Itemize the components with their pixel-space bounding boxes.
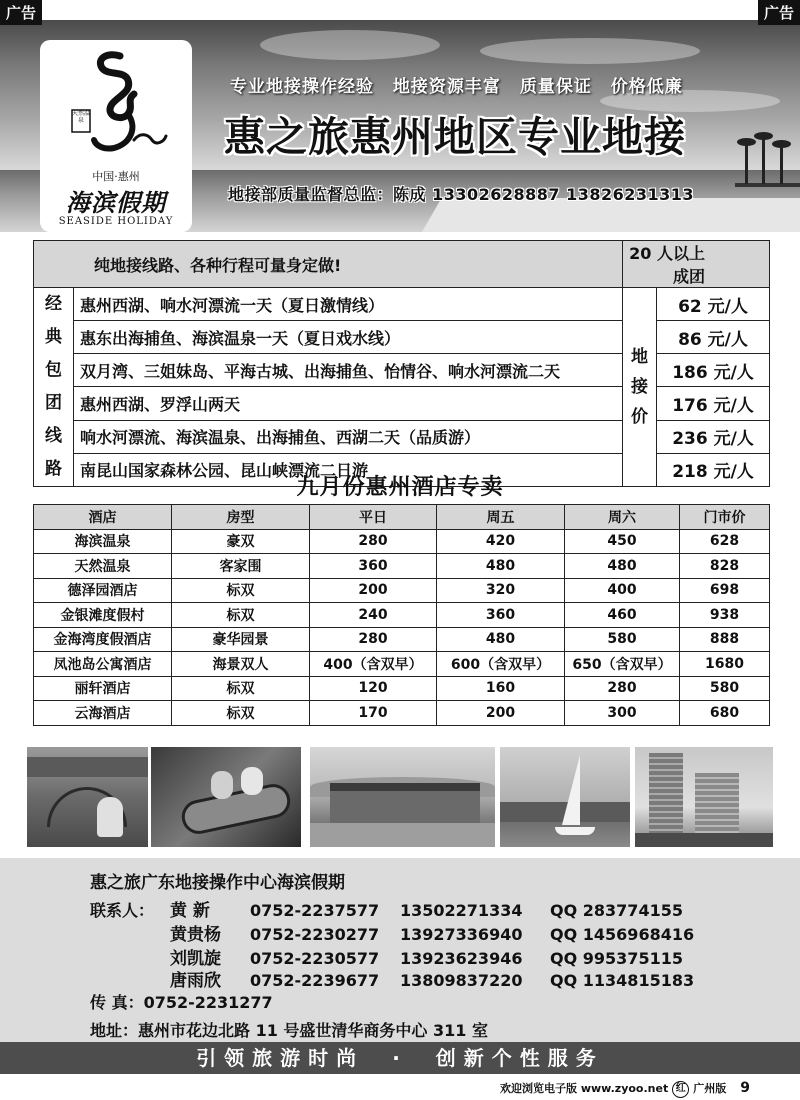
table-cell: 凤池岛公寓酒店	[34, 652, 172, 677]
ad-tag-right: 广告	[758, 0, 800, 25]
contact-section	[0, 858, 800, 1042]
bottom-slogan-right: 创新个性服务	[435, 1046, 604, 1070]
banner-slogan: 专业地接操作经验 地接资源丰富 质量保证 价格低廉	[230, 77, 683, 97]
table-cell: 240	[310, 603, 437, 628]
fax-number: 0752-2231277	[143, 993, 273, 1012]
company-name: 惠之旅广东地接操作中心海滨假期	[90, 873, 345, 893]
palm-tree-icon	[745, 144, 748, 184]
contact-row	[90, 896, 683, 921]
table-row	[34, 420, 770, 453]
table-row	[34, 529, 770, 554]
table-cell: 938	[680, 603, 770, 628]
address-text: 惠州市花边北路 11 号盛世清华商务中心 311 室	[138, 1021, 488, 1040]
table-cell: 200	[310, 578, 437, 603]
table-cell: 828	[680, 554, 770, 579]
table-cell: 280	[565, 676, 680, 701]
table-cell: 标双	[172, 701, 310, 726]
contact-qq: QQ 1134815183	[550, 971, 695, 990]
logo-name: 海滨假期	[66, 188, 166, 217]
hotel-section-title: 九月份惠州酒店专卖	[296, 475, 504, 500]
address-label: 地址：	[90, 1021, 139, 1040]
table-row	[34, 321, 770, 354]
table-cell: 金银滩度假村	[34, 603, 172, 628]
table-row	[34, 354, 770, 387]
banner	[0, 20, 800, 232]
table-row	[34, 627, 770, 652]
table-row	[34, 288, 770, 321]
table-cell: 豪双	[172, 529, 310, 554]
route-name: 响水河漂流、海滨温泉、出海捕鱼、西湖二天（品质游）	[74, 420, 623, 453]
contact-phone: 0752-2230277	[250, 925, 380, 944]
table-cell: 1680	[680, 652, 770, 677]
contact-qq: QQ 283774155	[550, 901, 683, 920]
column-header: 平日	[310, 505, 437, 530]
route-side-label: 经 典 包 团 线 路	[34, 288, 74, 487]
hotel-table	[33, 504, 770, 726]
table-cell: 680	[680, 701, 770, 726]
route-table	[33, 240, 770, 487]
table-cell: 450	[565, 529, 680, 554]
route-price: 62 元/人	[657, 288, 770, 321]
bottom-slogan-bar	[0, 1042, 800, 1074]
logo-region: 中国·惠州	[92, 170, 140, 183]
route-header-left: 纯地接线路、各种行程可量身定做!	[34, 241, 623, 288]
contact-name: 黄 新	[170, 901, 210, 921]
contact-name: 黄贵杨	[170, 925, 221, 945]
route-name: 惠州西湖、罗浮山两天	[74, 387, 623, 420]
address-row	[90, 1018, 488, 1041]
table-cell: 628	[680, 529, 770, 554]
table-cell: 698	[680, 578, 770, 603]
contact-mobile: 13502271334	[400, 901, 523, 920]
table-cell: 580	[680, 676, 770, 701]
column-header: 房型	[172, 505, 310, 530]
table-cell: 标双	[172, 676, 310, 701]
table-row	[34, 387, 770, 420]
ad-tag-left: 广告	[0, 0, 42, 25]
cloud-shape	[480, 38, 700, 64]
table-cell: 160	[437, 676, 565, 701]
palm-tree-icon	[780, 146, 783, 184]
contact-name: 刘凯旋	[170, 949, 221, 969]
photo-hot-spring	[27, 747, 148, 847]
table-cell: 金海湾度假酒店	[34, 627, 172, 652]
page-footer	[500, 1080, 750, 1098]
table-cell: 888	[680, 627, 770, 652]
table-cell: 400	[565, 578, 680, 603]
contact-mobile: 13809837220	[400, 971, 523, 990]
route-name: 南昆山国家森林公园、昆山峡漂流二日游	[74, 453, 623, 486]
table-cell: 170	[310, 701, 437, 726]
table-cell: 320	[437, 578, 565, 603]
contact-row	[90, 966, 694, 991]
photo-sailboat	[500, 747, 630, 847]
column-header: 周六	[565, 505, 680, 530]
table-cell: 标双	[172, 603, 310, 628]
column-header: 周五	[437, 505, 565, 530]
edition-badge-icon: 红	[672, 1081, 689, 1098]
table-cell: 400（含双早）	[310, 652, 437, 677]
logo-seal-text: 天然温泉	[72, 110, 91, 124]
table-cell: 460	[565, 603, 680, 628]
route-price: 236 元/人	[657, 420, 770, 453]
route-name: 惠东出海捕鱼、海滨温泉一天（夏日戏水线）	[74, 321, 623, 354]
bottom-slogan-left: 引领旅游时尚	[196, 1046, 365, 1070]
table-cell: 天然温泉	[34, 554, 172, 579]
table-cell: 480	[565, 554, 680, 579]
fax-label: 传 真：	[90, 993, 144, 1012]
table-cell: 480	[437, 554, 565, 579]
table-cell: 280	[310, 627, 437, 652]
photo-high-rise	[635, 747, 773, 847]
dragon-logo-icon	[68, 48, 168, 166]
table-cell: 200	[437, 701, 565, 726]
table-row	[34, 603, 770, 628]
contact-qq: QQ 1456968416	[550, 925, 695, 944]
contact-phone: 0752-2239677	[250, 971, 380, 990]
contact-label: 联系人：	[90, 901, 155, 920]
table-cell: 420	[437, 529, 565, 554]
photo-strip	[27, 747, 773, 847]
route-price: 86 元/人	[657, 321, 770, 354]
route-name: 双月湾、三姐妹岛、平海古城、出海捕鱼、怡情谷、响水河漂流二天	[74, 354, 623, 387]
table-cell: 客家围	[172, 554, 310, 579]
table-row	[34, 578, 770, 603]
photo-resort-hotel	[310, 747, 495, 847]
contact-mobile: 13927336940	[400, 925, 523, 944]
table-cell: 德泽园酒店	[34, 578, 172, 603]
palm-tree-icon	[762, 138, 765, 184]
page-number: 9	[740, 1080, 750, 1096]
contact-phone: 0752-2230577	[250, 949, 380, 968]
table-cell: 300	[565, 701, 680, 726]
footer-edition: 广州版	[693, 1082, 727, 1095]
table-cell: 120	[310, 676, 437, 701]
banner-title: 惠之旅惠州地区专业地接	[224, 113, 686, 161]
table-cell: 丽轩酒店	[34, 676, 172, 701]
route-price-label: 地 接 价	[623, 288, 657, 487]
table-cell: 海景双人	[172, 652, 310, 677]
logo	[40, 40, 192, 232]
contact-qq: QQ 995375115	[550, 949, 683, 968]
bottom-slogan-dot: ·	[392, 1046, 408, 1070]
table-cell: 480	[437, 627, 565, 652]
contact-row	[90, 920, 694, 945]
table-cell: 360	[310, 554, 437, 579]
table-cell: 360	[437, 603, 565, 628]
route-table-header	[34, 241, 770, 288]
contact-mobile: 13923623946	[400, 949, 523, 968]
footer-text: 欢迎浏览电子版 www.zyoo.net	[500, 1082, 669, 1095]
photo-rafting	[151, 747, 301, 847]
table-cell: 豪华园景	[172, 627, 310, 652]
table-cell: 280	[310, 529, 437, 554]
table-cell: 海滨温泉	[34, 529, 172, 554]
cloud-shape	[260, 30, 440, 60]
table-row	[34, 652, 770, 677]
fax-row	[90, 990, 273, 1013]
route-price: 186 元/人	[657, 354, 770, 387]
table-row	[34, 676, 770, 701]
contact-phone: 0752-2237577	[250, 901, 380, 920]
table-cell: 650（含双早）	[565, 652, 680, 677]
column-header: 门市价	[680, 505, 770, 530]
banner-supervisor: 地接部质量监督总监：陈成 13302628887 13826231313	[228, 185, 695, 204]
table-cell: 标双	[172, 578, 310, 603]
table-cell: 云海酒店	[34, 701, 172, 726]
contact-name: 唐雨欣	[170, 971, 221, 991]
table-cell: 580	[565, 627, 680, 652]
route-price: 176 元/人	[657, 387, 770, 420]
table-cell: 600（含双早）	[437, 652, 565, 677]
hotel-table-header	[34, 505, 770, 530]
route-header-right: 20 人以上成团	[623, 241, 770, 288]
route-price: 218 元/人	[657, 453, 770, 486]
table-row	[34, 701, 770, 726]
column-header: 酒店	[34, 505, 172, 530]
logo-name-en: SEASIDE HOLIDAY	[58, 216, 174, 227]
table-row	[34, 554, 770, 579]
route-name: 惠州西湖、响水河漂流一天（夏日激情线）	[74, 288, 623, 321]
